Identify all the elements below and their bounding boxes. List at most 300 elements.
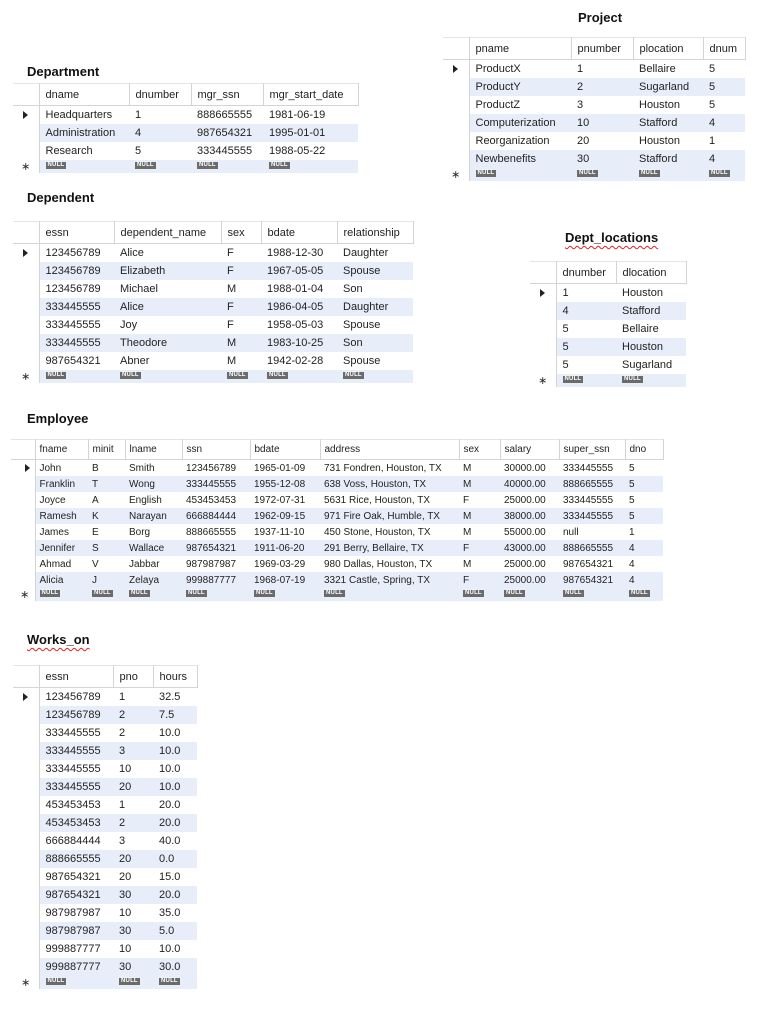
cell-essn[interactable]: 123456789 (39, 262, 114, 280)
table-row[interactable] (11, 556, 663, 572)
row-selector[interactable] (13, 760, 39, 778)
cell-hours[interactable]: 10.0 (153, 760, 197, 778)
cell-mgr-ssn[interactable]: 888665555 (191, 106, 263, 125)
cell-address[interactable]: 450 Stone, Houston, TX (320, 524, 459, 540)
column-header-dnumber[interactable]: dnumber (129, 84, 191, 106)
new-cell-sex[interactable] (459, 588, 500, 601)
row-selector[interactable] (11, 476, 35, 492)
cell-pname[interactable]: Reorganization (469, 132, 571, 150)
new-cell-essn[interactable] (39, 370, 114, 383)
table-row[interactable] (443, 114, 745, 132)
cell-essn[interactable]: 123456789 (39, 280, 114, 298)
row-selector[interactable] (13, 124, 39, 142)
cell-hours[interactable]: 40.0 (153, 832, 197, 850)
cell-relationship[interactable]: Spouse (337, 352, 413, 370)
new-row-selector[interactable] (443, 168, 469, 181)
table-row[interactable] (443, 60, 745, 79)
cell-hours[interactable]: 10.0 (153, 724, 197, 742)
cell-essn[interactable]: 453453453 (39, 814, 113, 832)
table-row[interactable] (13, 778, 197, 796)
cell-dnum[interactable]: 5 (703, 96, 745, 114)
column-header-pno[interactable]: pno (113, 666, 153, 688)
table-row[interactable] (530, 356, 686, 374)
cell-minit[interactable]: T (88, 476, 125, 492)
cell-bdate[interactable]: 1962-09-15 (250, 508, 320, 524)
cell-salary[interactable]: 30000.00 (500, 460, 559, 477)
cell-sex[interactable]: M (459, 524, 500, 540)
table-row[interactable] (13, 760, 197, 778)
cell-dnumber[interactable]: 5 (556, 320, 616, 338)
column-header-pnumber[interactable]: pnumber (571, 38, 633, 60)
new-cell-plocation[interactable] (633, 168, 703, 181)
column-header-essn[interactable]: essn (39, 666, 113, 688)
new-cell-sex[interactable] (221, 370, 261, 383)
cell-dnum[interactable]: 4 (703, 114, 745, 132)
department-grid[interactable] (13, 83, 359, 173)
new-cell-dno[interactable] (625, 588, 663, 601)
cell-bdate[interactable]: 1968-07-19 (250, 572, 320, 588)
cell-pno[interactable]: 30 (113, 958, 153, 976)
cell-minit[interactable]: B (88, 460, 125, 477)
cell-dnum[interactable]: 5 (703, 60, 745, 79)
new-row[interactable] (13, 370, 413, 383)
table-row[interactable] (11, 508, 663, 524)
new-cell-ssn[interactable] (182, 588, 250, 601)
cell-ssn[interactable]: 987987987 (182, 556, 250, 572)
table-row[interactable] (13, 334, 413, 352)
cell-bdate[interactable]: 1967-05-05 (261, 262, 337, 280)
row-selector[interactable] (13, 688, 39, 707)
cell-bdate[interactable]: 1986-04-05 (261, 298, 337, 316)
cell-super-ssn[interactable]: 333445555 (559, 492, 625, 508)
new-cell-dnum[interactable] (703, 168, 745, 181)
cell-relationship[interactable]: Spouse (337, 316, 413, 334)
cell-super-ssn[interactable]: 333445555 (559, 460, 625, 477)
cell-sex[interactable]: M (221, 334, 261, 352)
column-header-relationship[interactable]: relationship (337, 222, 413, 244)
cell-pno[interactable]: 2 (113, 814, 153, 832)
cell-minit[interactable]: S (88, 540, 125, 556)
row-selector[interactable] (530, 284, 556, 303)
cell-essn[interactable]: 333445555 (39, 760, 113, 778)
cell-pno[interactable]: 20 (113, 850, 153, 868)
cell-dnumber[interactable]: 5 (129, 142, 191, 160)
cell-dname[interactable]: Research (39, 142, 129, 160)
table-row[interactable] (530, 284, 686, 303)
cell-minit[interactable]: J (88, 572, 125, 588)
table-row[interactable] (443, 96, 745, 114)
cell-pname[interactable]: Computerization (469, 114, 571, 132)
cell-lname[interactable]: Zelaya (125, 572, 182, 588)
cell-relationship[interactable]: Son (337, 280, 413, 298)
table-row[interactable] (443, 132, 745, 150)
row-selector[interactable] (13, 796, 39, 814)
cell-fname[interactable]: Franklin (35, 476, 88, 492)
new-cell-hours[interactable] (153, 976, 197, 989)
new-cell-super-ssn[interactable] (559, 588, 625, 601)
table-row[interactable] (11, 572, 663, 588)
new-row[interactable] (13, 976, 197, 989)
cell-bdate[interactable]: 1988-01-04 (261, 280, 337, 298)
row-selector[interactable] (11, 508, 35, 524)
column-header-mgr-ssn[interactable]: mgr_ssn (191, 84, 263, 106)
cell-pno[interactable]: 3 (113, 742, 153, 760)
cell-hours[interactable]: 30.0 (153, 958, 197, 976)
cell-relationship[interactable]: Son (337, 334, 413, 352)
cell-hours[interactable]: 10.0 (153, 940, 197, 958)
cell-pname[interactable]: ProductY (469, 78, 571, 96)
cell-hours[interactable]: 15.0 (153, 868, 197, 886)
row-selector[interactable] (443, 150, 469, 168)
cell-essn[interactable]: 453453453 (39, 796, 113, 814)
cell-lname[interactable]: English (125, 492, 182, 508)
cell-dno[interactable]: 5 (625, 508, 663, 524)
table-row[interactable] (13, 724, 197, 742)
column-header-lname[interactable]: lname (125, 440, 182, 460)
table-row[interactable] (13, 124, 358, 142)
cell-mgr-start-date[interactable]: 1995-01-01 (263, 124, 358, 142)
new-cell-pnumber[interactable] (571, 168, 633, 181)
column-header-address[interactable]: address (320, 440, 459, 460)
cell-bdate[interactable]: 1955-12-08 (250, 476, 320, 492)
cell-dnumber[interactable]: 5 (556, 356, 616, 374)
new-cell-fname[interactable] (35, 588, 88, 601)
cell-hours[interactable]: 20.0 (153, 796, 197, 814)
row-selector[interactable] (11, 492, 35, 508)
cell-relationship[interactable]: Daughter (337, 298, 413, 316)
cell-bdate[interactable]: 1972-07-31 (250, 492, 320, 508)
cell-fname[interactable]: John (35, 460, 88, 477)
column-header-hours[interactable]: hours (153, 666, 197, 688)
cell-dlocation[interactable]: Sugarland (616, 356, 686, 374)
cell-sex[interactable]: F (221, 316, 261, 334)
cell-dependent-name[interactable]: Alice (114, 244, 221, 263)
new-row-selector[interactable] (13, 370, 39, 383)
cell-minit[interactable]: E (88, 524, 125, 540)
column-header-dependent-name[interactable]: dependent_name (114, 222, 221, 244)
cell-dnumber[interactable]: 4 (556, 302, 616, 320)
table-row[interactable] (443, 78, 745, 96)
cell-dno[interactable]: 4 (625, 540, 663, 556)
column-header-sex[interactable]: sex (459, 440, 500, 460)
cell-dnum[interactable]: 4 (703, 150, 745, 168)
row-selector[interactable] (13, 922, 39, 940)
cell-essn[interactable]: 987987987 (39, 904, 113, 922)
cell-super-ssn[interactable]: 333445555 (559, 508, 625, 524)
cell-fname[interactable]: Joyce (35, 492, 88, 508)
table-row[interactable] (13, 832, 197, 850)
cell-hours[interactable]: 10.0 (153, 742, 197, 760)
cell-essn[interactable]: 987654321 (39, 352, 114, 370)
row-selector[interactable] (13, 280, 39, 298)
cell-sex[interactable]: M (459, 476, 500, 492)
cell-plocation[interactable]: Bellaire (633, 60, 703, 79)
row-selector[interactable] (13, 244, 39, 263)
cell-bdate[interactable]: 1937-11-10 (250, 524, 320, 540)
cell-essn[interactable]: 666884444 (39, 832, 113, 850)
cell-dnumber[interactable]: 5 (556, 338, 616, 356)
table-row[interactable] (443, 150, 745, 168)
row-selector[interactable] (13, 334, 39, 352)
cell-sex[interactable]: F (221, 298, 261, 316)
column-header-dno[interactable]: dno (625, 440, 663, 460)
cell-sex[interactable]: M (459, 556, 500, 572)
cell-pnumber[interactable]: 30 (571, 150, 633, 168)
cell-essn[interactable]: 123456789 (39, 688, 113, 707)
row-selector[interactable] (13, 742, 39, 760)
new-cell-lname[interactable] (125, 588, 182, 601)
cell-pnumber[interactable]: 20 (571, 132, 633, 150)
cell-salary[interactable]: 55000.00 (500, 524, 559, 540)
cell-essn[interactable]: 123456789 (39, 244, 114, 263)
row-selector[interactable] (13, 262, 39, 280)
column-header-mgr-start-date[interactable]: mgr_start_date (263, 84, 358, 106)
table-row[interactable] (13, 850, 197, 868)
cell-pname[interactable]: ProductX (469, 60, 571, 79)
cell-ssn[interactable]: 123456789 (182, 460, 250, 477)
cell-pnumber[interactable]: 2 (571, 78, 633, 96)
cell-pno[interactable]: 2 (113, 706, 153, 724)
cell-address[interactable]: 3321 Castle, Spring, TX (320, 572, 459, 588)
new-cell-bdate[interactable] (250, 588, 320, 601)
cell-dnum[interactable]: 5 (703, 78, 745, 96)
table-row[interactable] (530, 302, 686, 320)
cell-sex[interactable]: M (459, 508, 500, 524)
new-cell-dname[interactable] (39, 160, 129, 173)
cell-dlocation[interactable]: Houston (616, 284, 686, 303)
cell-fname[interactable]: Ahmad (35, 556, 88, 572)
cell-dependent-name[interactable]: Abner (114, 352, 221, 370)
row-selector[interactable] (11, 524, 35, 540)
column-header-bdate[interactable]: bdate (250, 440, 320, 460)
cell-bdate[interactable]: 1988-12-30 (261, 244, 337, 263)
cell-dlocation[interactable]: Stafford (616, 302, 686, 320)
row-selector[interactable] (13, 958, 39, 976)
cell-essn[interactable]: 987654321 (39, 868, 113, 886)
table-row[interactable] (13, 868, 197, 886)
new-cell-address[interactable] (320, 588, 459, 601)
cell-lname[interactable]: Narayan (125, 508, 182, 524)
new-cell-minit[interactable] (88, 588, 125, 601)
cell-lname[interactable]: Smith (125, 460, 182, 477)
new-cell-bdate[interactable] (261, 370, 337, 383)
cell-pno[interactable]: 20 (113, 778, 153, 796)
table-row[interactable] (13, 742, 197, 760)
cell-pname[interactable]: ProductZ (469, 96, 571, 114)
cell-lname[interactable]: Jabbar (125, 556, 182, 572)
table-row[interactable] (13, 352, 413, 370)
cell-salary[interactable]: 38000.00 (500, 508, 559, 524)
cell-sex[interactable]: M (221, 280, 261, 298)
row-selector[interactable] (13, 352, 39, 370)
column-header-ssn[interactable]: ssn (182, 440, 250, 460)
cell-fname[interactable]: James (35, 524, 88, 540)
cell-pno[interactable]: 10 (113, 904, 153, 922)
cell-dependent-name[interactable]: Alice (114, 298, 221, 316)
new-cell-pname[interactable] (469, 168, 571, 181)
cell-salary[interactable]: 25000.00 (500, 492, 559, 508)
cell-essn[interactable]: 888665555 (39, 850, 113, 868)
cell-lname[interactable]: Wong (125, 476, 182, 492)
cell-essn[interactable]: 987987987 (39, 922, 113, 940)
cell-essn[interactable]: 333445555 (39, 724, 113, 742)
cell-hours[interactable]: 7.5 (153, 706, 197, 724)
row-selector[interactable] (13, 940, 39, 958)
cell-salary[interactable]: 40000.00 (500, 476, 559, 492)
table-row[interactable] (13, 904, 197, 922)
cell-essn[interactable]: 333445555 (39, 778, 113, 796)
cell-address[interactable]: 980 Dallas, Houston, TX (320, 556, 459, 572)
column-header-salary[interactable]: salary (500, 440, 559, 460)
cell-mgr-ssn[interactable]: 987654321 (191, 124, 263, 142)
new-cell-dlocation[interactable] (616, 374, 686, 387)
cell-dname[interactable]: Administration (39, 124, 129, 142)
cell-ssn[interactable]: 987654321 (182, 540, 250, 556)
cell-dnumber[interactable]: 1 (556, 284, 616, 303)
cell-super-ssn[interactable]: null (559, 524, 625, 540)
new-row-selector[interactable] (13, 976, 39, 989)
cell-dname[interactable]: Headquarters (39, 106, 129, 125)
cell-hours[interactable]: 20.0 (153, 814, 197, 832)
table-row[interactable] (13, 688, 197, 707)
table-row[interactable] (13, 316, 413, 334)
new-row[interactable] (443, 168, 745, 181)
dependent-grid[interactable] (13, 221, 414, 383)
row-selector[interactable] (11, 460, 35, 477)
cell-bdate[interactable]: 1911-06-20 (250, 540, 320, 556)
cell-sex[interactable]: F (459, 492, 500, 508)
cell-super-ssn[interactable]: 888665555 (559, 540, 625, 556)
cell-ssn[interactable]: 453453453 (182, 492, 250, 508)
column-header-bdate[interactable]: bdate (261, 222, 337, 244)
row-selector[interactable] (443, 96, 469, 114)
cell-plocation[interactable]: Sugarland (633, 78, 703, 96)
new-cell-salary[interactable] (500, 588, 559, 601)
table-row[interactable] (13, 706, 197, 724)
row-selector[interactable] (443, 114, 469, 132)
cell-sex[interactable]: F (459, 540, 500, 556)
cell-address[interactable]: 731 Fondren, Houston, TX (320, 460, 459, 477)
cell-pno[interactable]: 10 (113, 940, 153, 958)
row-selector[interactable] (11, 540, 35, 556)
row-selector[interactable] (11, 556, 35, 572)
row-selector[interactable] (13, 904, 39, 922)
cell-dnumber[interactable]: 4 (129, 124, 191, 142)
cell-salary[interactable]: 25000.00 (500, 572, 559, 588)
new-row[interactable] (11, 588, 663, 601)
table-row[interactable] (13, 298, 413, 316)
cell-hours[interactable]: 0.0 (153, 850, 197, 868)
table-row[interactable] (11, 492, 663, 508)
cell-pname[interactable]: Newbenefits (469, 150, 571, 168)
cell-address[interactable]: 5631 Rice, Houston, TX (320, 492, 459, 508)
cell-plocation[interactable]: Stafford (633, 150, 703, 168)
employee-grid[interactable] (11, 439, 664, 601)
cell-dependent-name[interactable]: Joy (114, 316, 221, 334)
cell-dno[interactable]: 5 (625, 492, 663, 508)
cell-essn[interactable]: 999887777 (39, 958, 113, 976)
cell-dependent-name[interactable]: Theodore (114, 334, 221, 352)
cell-essn[interactable]: 333445555 (39, 742, 113, 760)
cell-mgr-ssn[interactable]: 333445555 (191, 142, 263, 160)
row-selector[interactable] (13, 886, 39, 904)
new-row-selector[interactable] (13, 160, 39, 173)
cell-pno[interactable]: 1 (113, 796, 153, 814)
row-selector[interactable] (13, 778, 39, 796)
cell-dlocation[interactable]: Bellaire (616, 320, 686, 338)
table-row[interactable] (13, 796, 197, 814)
table-row[interactable] (11, 540, 663, 556)
cell-pno[interactable]: 20 (113, 868, 153, 886)
row-selector[interactable] (13, 706, 39, 724)
cell-essn[interactable]: 123456789 (39, 706, 113, 724)
cell-minit[interactable]: K (88, 508, 125, 524)
cell-bdate[interactable]: 1942-02-28 (261, 352, 337, 370)
table-row[interactable] (13, 886, 197, 904)
cell-pno[interactable]: 30 (113, 886, 153, 904)
cell-address[interactable]: 638 Voss, Houston, TX (320, 476, 459, 492)
cell-pno[interactable]: 30 (113, 922, 153, 940)
new-cell-dependent-name[interactable] (114, 370, 221, 383)
new-cell-mgr-start-date[interactable] (263, 160, 358, 173)
cell-pno[interactable]: 10 (113, 760, 153, 778)
table-row[interactable] (530, 320, 686, 338)
cell-bdate[interactable]: 1958-05-03 (261, 316, 337, 334)
table-row[interactable] (13, 106, 358, 125)
cell-bdate[interactable]: 1969-03-29 (250, 556, 320, 572)
table-row[interactable] (13, 958, 197, 976)
cell-pno[interactable]: 2 (113, 724, 153, 742)
table-row[interactable] (13, 814, 197, 832)
table-row[interactable] (13, 280, 413, 298)
cell-mgr-start-date[interactable]: 1981-06-19 (263, 106, 358, 125)
row-selector[interactable] (530, 302, 556, 320)
table-row[interactable] (11, 524, 663, 540)
cell-salary[interactable]: 25000.00 (500, 556, 559, 572)
project-grid[interactable] (443, 37, 746, 181)
row-selector[interactable] (11, 572, 35, 588)
cell-essn[interactable]: 333445555 (39, 334, 114, 352)
column-header-dnum[interactable]: dnum (703, 38, 745, 60)
new-row-selector[interactable] (11, 588, 35, 601)
cell-ssn[interactable]: 999887777 (182, 572, 250, 588)
column-header-super-ssn[interactable]: super_ssn (559, 440, 625, 460)
row-selector[interactable] (443, 78, 469, 96)
cell-fname[interactable]: Alicia (35, 572, 88, 588)
row-selector[interactable] (13, 142, 39, 160)
cell-sex[interactable]: F (221, 244, 261, 263)
row-selector[interactable] (13, 106, 39, 125)
cell-dno[interactable]: 1 (625, 524, 663, 540)
cell-salary[interactable]: 43000.00 (500, 540, 559, 556)
cell-dependent-name[interactable]: Michael (114, 280, 221, 298)
new-cell-mgr-ssn[interactable] (191, 160, 263, 173)
cell-fname[interactable]: Ramesh (35, 508, 88, 524)
new-cell-pno[interactable] (113, 976, 153, 989)
cell-lname[interactable]: Borg (125, 524, 182, 540)
cell-sex[interactable]: F (459, 572, 500, 588)
cell-essn[interactable]: 999887777 (39, 940, 113, 958)
column-header-sex[interactable]: sex (221, 222, 261, 244)
cell-address[interactable]: 971 Fire Oak, Humble, TX (320, 508, 459, 524)
row-selector[interactable] (13, 298, 39, 316)
column-header-minit[interactable]: minit (88, 440, 125, 460)
cell-mgr-start-date[interactable]: 1988-05-22 (263, 142, 358, 160)
cell-pnumber[interactable]: 1 (571, 60, 633, 79)
cell-dlocation[interactable]: Houston (616, 338, 686, 356)
row-selector[interactable] (443, 132, 469, 150)
column-header-dlocation[interactable]: dlocation (616, 262, 686, 284)
